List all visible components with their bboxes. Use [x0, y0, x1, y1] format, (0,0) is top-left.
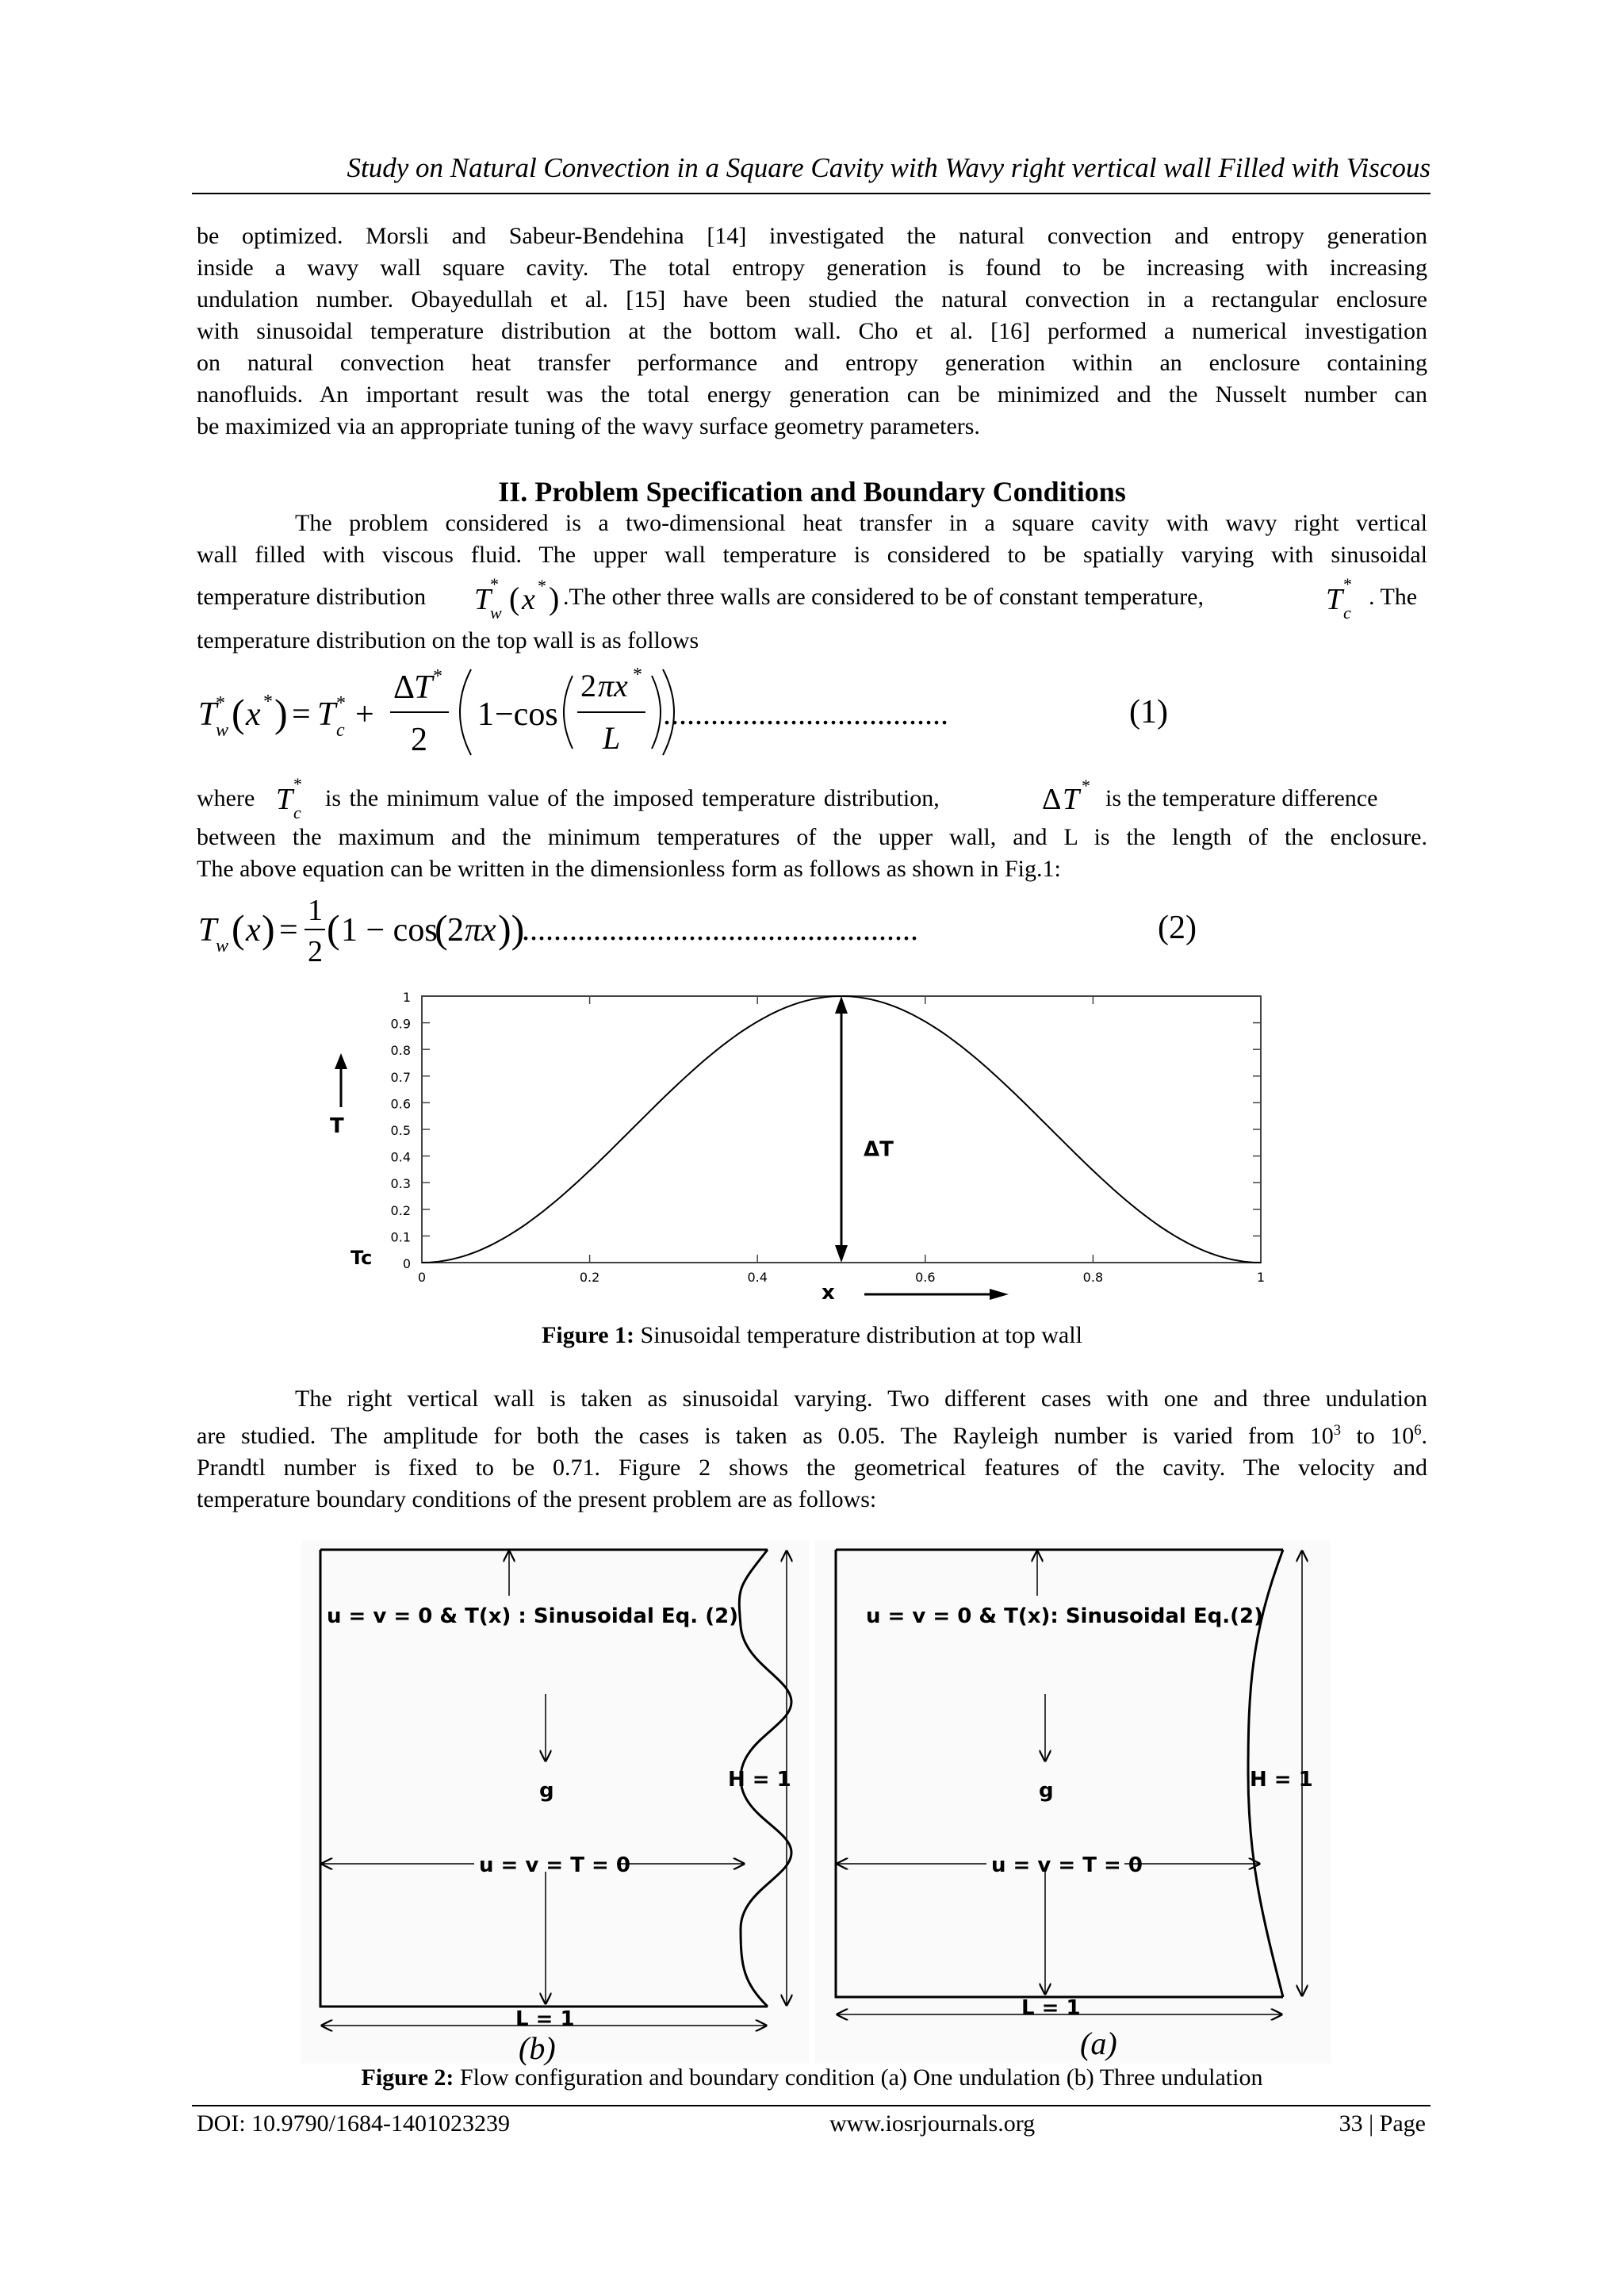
text-line: The problem considered is a two-dimensional heat transfer in a square cavity with wavy right vertical — [295, 510, 1427, 536]
text-line: Prandtl number is fixed to be 0.71. Figure 2 shows the geometrical features of the cavity. The velocity and — [197, 1455, 1427, 1481]
svg-text:*: * — [263, 692, 273, 712]
section2-paragraph — [197, 508, 1427, 571]
svg-text:+: + — [355, 696, 374, 733]
svg-text:*: * — [1343, 574, 1352, 594]
svg-text:*: * — [216, 693, 225, 714]
text-line: be maximized via an appropriate tuning of the wavy surface geometry parameters. — [197, 413, 980, 439]
arrow-head — [835, 1245, 848, 1263]
delta-t-arrow — [835, 996, 848, 1263]
figure-label: Figure 2: — [361, 2064, 454, 2091]
svg-text:L: L — [603, 720, 621, 756]
text-segment: is the minimum value of the imposed temperature distribution, — [325, 785, 940, 811]
svg-text:T: T — [317, 696, 336, 733]
tc-label: Tc — [350, 1247, 373, 1269]
svg-text:T: T — [198, 912, 217, 949]
section2-paragraph-2 — [197, 822, 1427, 885]
text-segment: . The — [1369, 584, 1418, 610]
svg-text:(: ( — [232, 691, 245, 735]
text-segment: . — [1421, 1423, 1428, 1449]
y-tick-label: 0.5 — [390, 1123, 411, 1138]
text-segment: to 10 — [1356, 1423, 1415, 1449]
svg-text:*: * — [538, 576, 546, 596]
panel-a — [815, 1540, 1331, 2064]
t-axis-arrow — [335, 1053, 347, 1107]
svg-text:c: c — [1343, 603, 1351, 623]
text-segment: are studied. The amplitude for both the cases is taken as 0.05. The Rayleigh number is varied from 10 — [197, 1423, 1334, 1449]
x-tick-label: 0.8 — [1082, 1270, 1104, 1285]
text-line: inside a wavy wall square cavity. The total entropy generation is found to be increasing with increasing — [197, 255, 1427, 281]
text-line: temperature distribution on the top wall is as follows — [197, 627, 699, 654]
delta-t-star-symbol — [1037, 774, 1101, 822]
delta-t-label: ΔT — [864, 1137, 894, 1162]
arrow-head — [835, 996, 848, 1014]
text-line — [197, 1415, 1427, 1452]
x-tick-label: 1 — [1256, 1270, 1266, 1285]
svg-text:*: * — [433, 666, 442, 687]
x-tick-label: 0.6 — [915, 1270, 936, 1285]
figure-2-caption — [197, 2062, 1427, 2094]
text-segment: is the temperature difference — [1105, 785, 1378, 811]
y-tick-label: 0.8 — [390, 1043, 411, 1059]
text-segment: temperature distribution — [197, 584, 427, 610]
text-line: temperature boundary conditions of the present problem are as follows: — [197, 1486, 877, 1512]
svg-text:πx: πx — [598, 668, 628, 703]
figure-2-diagram — [300, 1539, 1331, 2070]
svg-text:2: 2 — [308, 935, 323, 968]
y-tick-label: 0 — [402, 1256, 411, 1271]
svg-text:): ) — [549, 581, 560, 616]
panel-b — [301, 1540, 809, 2066]
footer-rule — [192, 2105, 1431, 2106]
figure-label: Figure 1: — [542, 1322, 635, 1348]
svg-text:πx: πx — [465, 912, 496, 949]
text-segment: where — [197, 785, 255, 811]
equation-1 — [197, 657, 1427, 761]
svg-text:w: w — [216, 720, 229, 741]
svg-text:1: 1 — [477, 696, 494, 733]
equation-number: (1) — [1129, 694, 1168, 730]
y-tick-label: 1 — [402, 990, 411, 1005]
y-tick-label: 0.1 — [390, 1229, 411, 1245]
y-tick-label: 0.9 — [390, 1016, 411, 1032]
bc-top-label: u = v = 0 & T(x): Sinusoidal Eq.(2) — [866, 1604, 1263, 1628]
svg-text:c: c — [293, 803, 301, 822]
svg-text:1: 1 — [308, 894, 323, 927]
svg-text:x: x — [246, 912, 261, 949]
svg-text:c: c — [336, 720, 345, 741]
svg-text:2: 2 — [447, 912, 464, 949]
x-axis-arrow — [864, 1289, 1009, 1300]
text-line: wall filled with viscous fluid. The upper wall temperature is considered to be spatially varying with sinusoidal — [197, 542, 1427, 568]
svg-text:): ) — [262, 907, 275, 951]
text-line: undulation number. Obayedullah et al. [15] have been studied the natural convection in a rectangular enclosure — [197, 286, 1427, 312]
text-line: The above equation can be written in the dimensionless form as follows as shown in Fig.1: — [197, 856, 1061, 882]
gravity-label: g — [1039, 1779, 1054, 1803]
y-axis-label: T — [330, 1114, 344, 1138]
text-line: nanofluids. An important result was the total energy generation can be minimized and the Nusselt number can — [197, 381, 1427, 408]
svg-text:w: w — [216, 936, 229, 956]
tc-star-symbol — [273, 774, 320, 822]
svg-text:T: T — [474, 583, 492, 616]
height-label: H = 1 — [728, 1768, 791, 1792]
equation-leader-dots: .................................... — [663, 696, 948, 731]
text-segment: .The other three walls are considered to be of constant temperature, — [563, 584, 1204, 610]
svg-text:*: * — [490, 574, 499, 594]
tc-star-symbol — [1323, 573, 1370, 625]
svg-text:−cos: −cos — [495, 696, 558, 733]
svg-text:=: = — [279, 912, 298, 949]
svg-text:): ) — [274, 691, 288, 735]
equation-2 — [197, 888, 1427, 971]
footer-page: 33 | Page — [1339, 2110, 1426, 2137]
x-tick-label: 0.4 — [747, 1270, 768, 1285]
panel-tag: (b) — [519, 2030, 556, 2066]
text-line — [197, 625, 1427, 657]
svg-text:*: * — [633, 665, 642, 685]
where-line — [197, 774, 1427, 820]
footer-doi: DOI: 10.9790/1684-1401023239 — [197, 2110, 510, 2137]
y-tick-label: 0.2 — [390, 1202, 411, 1218]
svg-text:*: * — [1082, 776, 1090, 795]
svg-text:x: x — [522, 583, 535, 616]
svg-text:T: T — [198, 696, 217, 733]
bc-side-label: u = v = T = 0 — [479, 1853, 630, 1877]
x-axis-label: x — [822, 1281, 835, 1305]
section3-paragraph — [197, 1383, 1427, 1516]
length-label: L = 1 — [515, 2007, 575, 2031]
svg-text:Δ: Δ — [393, 669, 416, 706]
footer-site: www.iosrjournals.org — [829, 2110, 1036, 2137]
y-tick-label: 0.7 — [390, 1069, 411, 1085]
superscript: 6 — [1414, 1422, 1422, 1439]
length-label: L = 1 — [1021, 1996, 1081, 2020]
figure-1-caption — [197, 1320, 1427, 1351]
caption-text: Sinusoidal temperature distribution at top wall — [640, 1322, 1082, 1348]
svg-text:x: x — [246, 696, 261, 733]
svg-text:1 − cos: 1 − cos — [341, 912, 438, 949]
svg-text:=: = — [292, 696, 311, 733]
y-tick-label: 0.4 — [390, 1149, 411, 1165]
svg-text:2: 2 — [580, 668, 596, 703]
inline-math-line — [197, 573, 1427, 625]
svg-text:(: ( — [435, 907, 448, 951]
svg-text:(: ( — [232, 907, 245, 951]
caption-text: Flow configuration and boundary condition (a) One undulation (b) Three undulation — [459, 2064, 1263, 2091]
svg-text:T: T — [1063, 783, 1080, 816]
svg-text:w: w — [490, 603, 502, 623]
svg-text:Δ: Δ — [1042, 783, 1062, 816]
gravity-label: g — [539, 1779, 554, 1803]
bc-side-label: u = v = T = 0 — [991, 1853, 1143, 1877]
svg-text:2: 2 — [411, 722, 427, 758]
text-line: with sinusoidal temperature distribution at the bottom wall. Cho et al. [16] performed a numerical investigation — [197, 318, 1427, 344]
text-line: between the maximum and the minimum temperatures of the upper wall, and L is the length of the enclosure. — [197, 824, 1427, 850]
svg-text:*: * — [336, 693, 346, 714]
height-label: H = 1 — [1250, 1768, 1313, 1792]
bc-top-label: u = v = 0 & T(x) : Sinusoidal Eq. (2) — [327, 1604, 739, 1628]
equation-leader-dots: .................................................. — [522, 911, 918, 947]
text-line: on natural convection heat transfer performance and entropy generation within an enclosure containing — [197, 350, 1427, 376]
figure-1-chart — [317, 980, 1300, 1313]
svg-text:T: T — [414, 669, 433, 706]
x-tick-label: 0.2 — [579, 1270, 600, 1285]
x-tick-label: 0 — [417, 1270, 427, 1285]
equation-number: (2) — [1158, 910, 1197, 946]
svg-text:(: ( — [327, 907, 340, 951]
y-tick-label: 0.3 — [390, 1176, 411, 1192]
section-title: II. Problem Specification and Boundary Conditions — [498, 476, 1126, 508]
intro-paragraph — [197, 220, 1427, 443]
svg-text:T: T — [276, 783, 293, 816]
y-tick-label: 0.6 — [390, 1096, 411, 1112]
svg-text:(: ( — [509, 581, 520, 616]
svg-text:*: * — [293, 774, 302, 794]
svg-text:)): )) — [498, 907, 525, 951]
text-line: be optimized. Morsli and Sabeur-Bendehina [14] investigated the natural convection and entropy generation — [197, 223, 1427, 249]
panel-tag: (a) — [1080, 2026, 1117, 2061]
svg-text:T: T — [1326, 583, 1343, 616]
header-rule — [192, 193, 1431, 194]
superscript: 3 — [1333, 1422, 1342, 1439]
running-header: Study on Natural Convection in a Square Cavity with Wavy right vertical wall Filled with Viscous — [347, 152, 1431, 183]
text-line: The right vertical wall is taken as sinusoidal varying. Two different cases with one and three undulation — [295, 1386, 1427, 1412]
